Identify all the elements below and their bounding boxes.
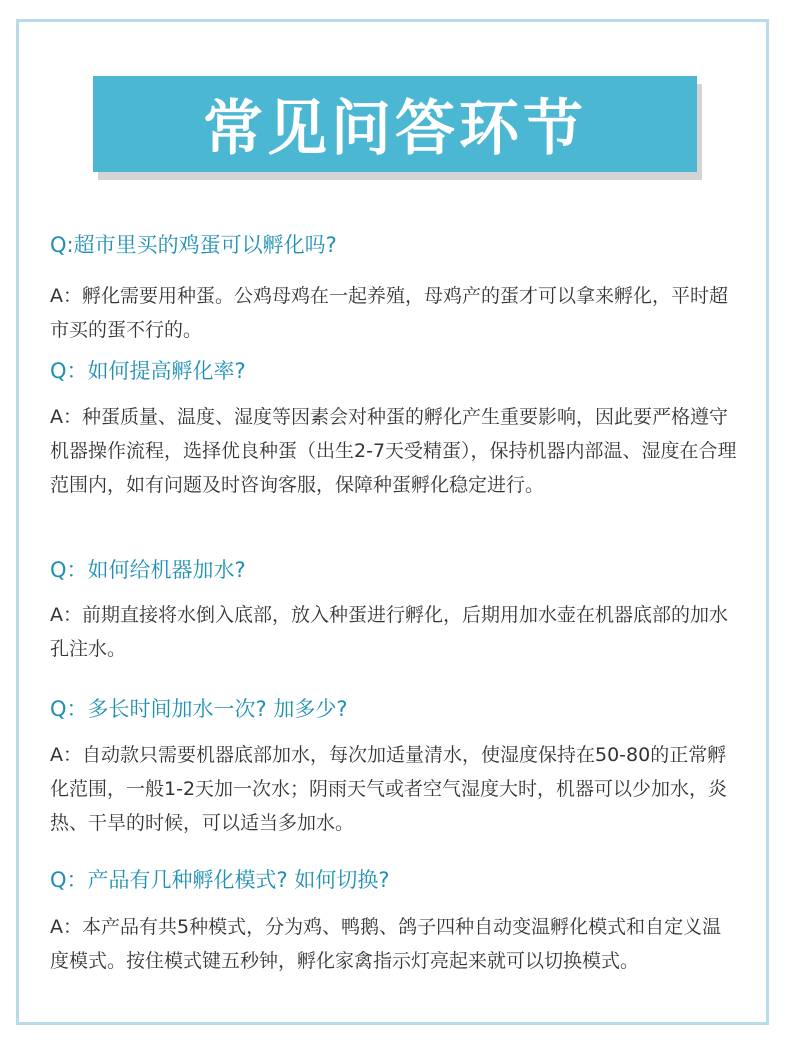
- faq-answer-3: A：前期直接将水倒入底部，放入种蛋进行孵化，后期用加水壶在机器底部的加水孔注水。: [50, 604, 728, 660]
- faq-question-3: Q：如何给机器加水?: [50, 558, 246, 582]
- title-banner: [93, 76, 697, 172]
- faq-answer-5: A：本产品有共5种模式，分为鸡、鸭鹅、鸽子四种自动变温孵化模式和自定义温度模式。按住模式键五秒钟，孵化家禽指示灯亮起来就可以切换模式。: [50, 916, 722, 972]
- faq-answer-4: A：自动款只需要机器底部加水，每次加适量清水，使湿度保持在50-80的正常孵化范围，一般1-2天加一次水；阴雨天气或者空气湿度大时，机器可以少加水，炎热、干旱的时候，可以适当多加水。: [50, 744, 728, 834]
- faq-question-5: Q：产品有几种孵化模式? 如何切换?: [50, 868, 390, 892]
- page-title: 常见问答环节: [203, 94, 587, 164]
- faq-answer-1: A：孵化需要用种蛋。公鸡母鸡在一起养殖，母鸡产的蛋才可以拿来孵化，平时超市买的蛋不行的。: [50, 285, 728, 341]
- faq-question-1: Q:超市里买的鸡蛋可以孵化吗?: [50, 233, 337, 257]
- faq-question-2: Q：如何提高孵化率?: [50, 359, 246, 383]
- faq-question-4: Q：多长时间加水一次? 加多少?: [50, 697, 348, 721]
- faq-answer-2: A：种蛋质量、温度、湿度等因素会对种蛋的孵化产生重要影响，因此要严格遵守机器操作流程，选择优良种蛋（出生2-7天受精蛋），保持机器内部温、湿度在合理范围内，如有问题及时咨询客服，保障种蛋孵化稳定进行。: [50, 406, 737, 496]
